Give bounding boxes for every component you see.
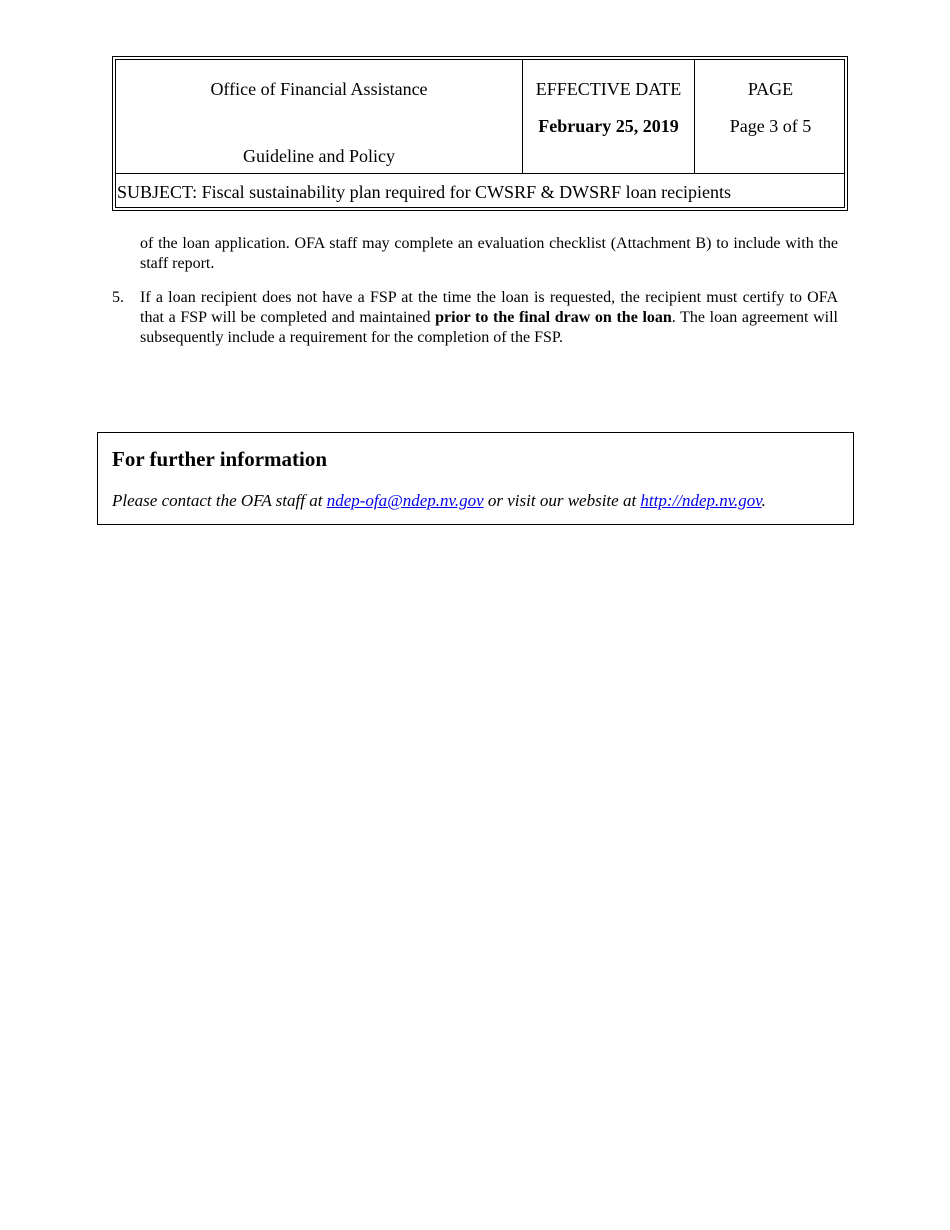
header-date-cell — [523, 60, 695, 173]
header-inner-border — [115, 59, 845, 208]
continuation-paragraph: of the loan application. OFA staff may complete an evaluation checklist (Attachment B) to include with the staff report. — [140, 235, 838, 272]
info-text-suffix: . — [761, 491, 766, 510]
list-item-5-text — [140, 288, 838, 348]
header-subject-cell — [116, 173, 844, 209]
item5-bold-text: prior to the final draw on the loan — [435, 309, 672, 326]
info-text-middle: or visit our website at — [483, 491, 641, 510]
header-office-cell — [116, 60, 523, 173]
website-link[interactable]: http://ndep.nv.gov — [640, 491, 762, 510]
further-information-box — [97, 432, 854, 525]
office-name: Office of Financial Assistance — [210, 79, 428, 99]
effective-date-label: EFFECTIVE DATE — [535, 79, 682, 99]
page-label: PAGE — [747, 79, 794, 99]
effective-date-value: February 25, 2019 — [538, 116, 679, 136]
list-item-number: 5. — [112, 289, 124, 306]
document-type: Guideline and Policy — [243, 146, 395, 166]
page-number: Page 3 of 5 — [729, 116, 812, 136]
header-page-cell — [695, 60, 846, 173]
subject-line: SUBJECT: Fiscal sustainability plan required for CWSRF & DWSRF loan recipients — [117, 182, 732, 202]
info-box-title: For further information — [112, 447, 328, 471]
item5-text-before: If a loan recipient does not have a FSP at the time the loan is requested, the recipient must certify to OFA that a FSP will be completed and maintained — [140, 289, 838, 326]
item5-text-after: . The loan agreement will subsequently include a requirement for the completion of the FSP. — [140, 309, 838, 346]
email-link[interactable]: ndep-ofa@ndep.nv.gov — [326, 491, 484, 510]
document-header — [112, 56, 848, 211]
info-box-text — [112, 490, 766, 511]
info-text-prefix: Please contact the OFA staff at — [112, 491, 327, 510]
